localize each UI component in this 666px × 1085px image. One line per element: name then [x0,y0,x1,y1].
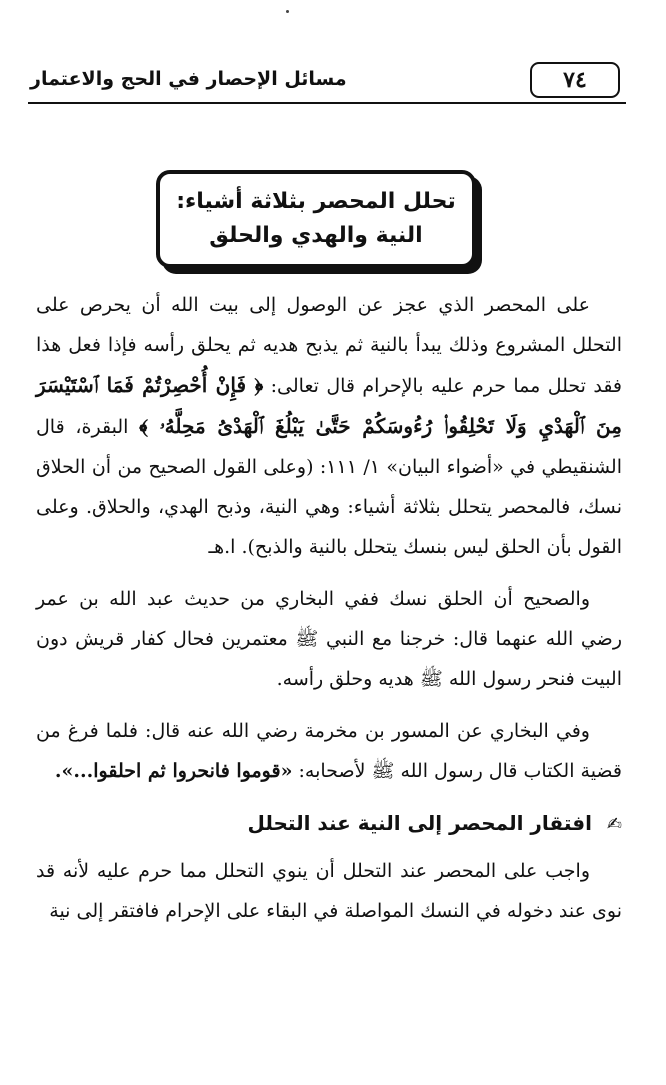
quran-verse: ﴿ فَإِنْ أُحْصِرْتُمْ فَمَا ٱسْتَيْسَرَ مِنَ ٱلْهَدْيِ وَلَا تَحْلِقُوا۟ رُءُوسَكُمْ حَتَّىٰ يَبْلُغَ ٱلْهَدْىُ مَحِلَّهُۥ ﴾ [36,373,622,438]
hadith-quote: «قوموا فانحروا ثم احلقوا...». [54,760,293,782]
chapter-title-box [156,170,476,268]
scan-dot [286,10,289,13]
body-text [36,285,622,943]
paragraph-text: البقرة، قال الشنقيطي في «أضواء البيان» ١/ ١١١: (وعلى القول الصحيح من أن الحلاق نسك، فالمحصر يتحلل بثلاثة أشياء: وهي النية، وذبح الهدي، والحلاق. وعلى القول بأن الحلق ليس بنسك يتحلل بالنية والذبح). ا.هـ [36,416,622,558]
section-heading-text: افتقار المحصر إلى النية عند التحلل [247,811,592,835]
paragraph: والصحيح أن الحلق نسك ففي البخاري من حديث عبد الله بن عمر رضي الله عنهما قال: خرجنا مع النبي ﷺ معتمرين فحال كفار قريش دون البيت فنحر رسول الله ﷺ هديه وحلق رأسه. [36,588,622,690]
chapter-title-line-1: تحلل المحصر بثلاثة أشياء: [176,189,456,214]
paragraph-text: وفي البخاري عن المسور بن مخرمة رضي الله عنه قال: فلما فرغ من قضية الكتاب قال رسول الله ﷺ لأصحابه: [36,720,622,782]
paragraph [36,711,622,791]
chapter-title-line-2: النية والهدي والحلق [209,223,423,248]
page-number: ٧٤ [530,62,620,98]
paragraph-text: على المحصر الذي عجز عن الوصول إلى بيت الله أن يحرص على التحلل المشروع وذلك يبدأ بالنية ثم يذبح هديه ثم يحلق رأسه فإذا فعل هذا فقد تحلل مما حرم عليه بالإحرام قال تعالى: [36,294,623,397]
paragraph [36,285,622,567]
pen-icon: ✍ [606,814,622,835]
running-title: مسائل الإحصار في الحج والاعتمار [30,68,347,90]
paragraph: واجب على المحصر عند التحلل أن ينوي التحلل مما حرم عليه لأنه قد نوى عند دخوله في النسك المواصلة في البقاء على الإحرام فافتقر إلى نية [36,860,622,922]
section-heading [36,803,622,845]
running-header [28,62,626,104]
